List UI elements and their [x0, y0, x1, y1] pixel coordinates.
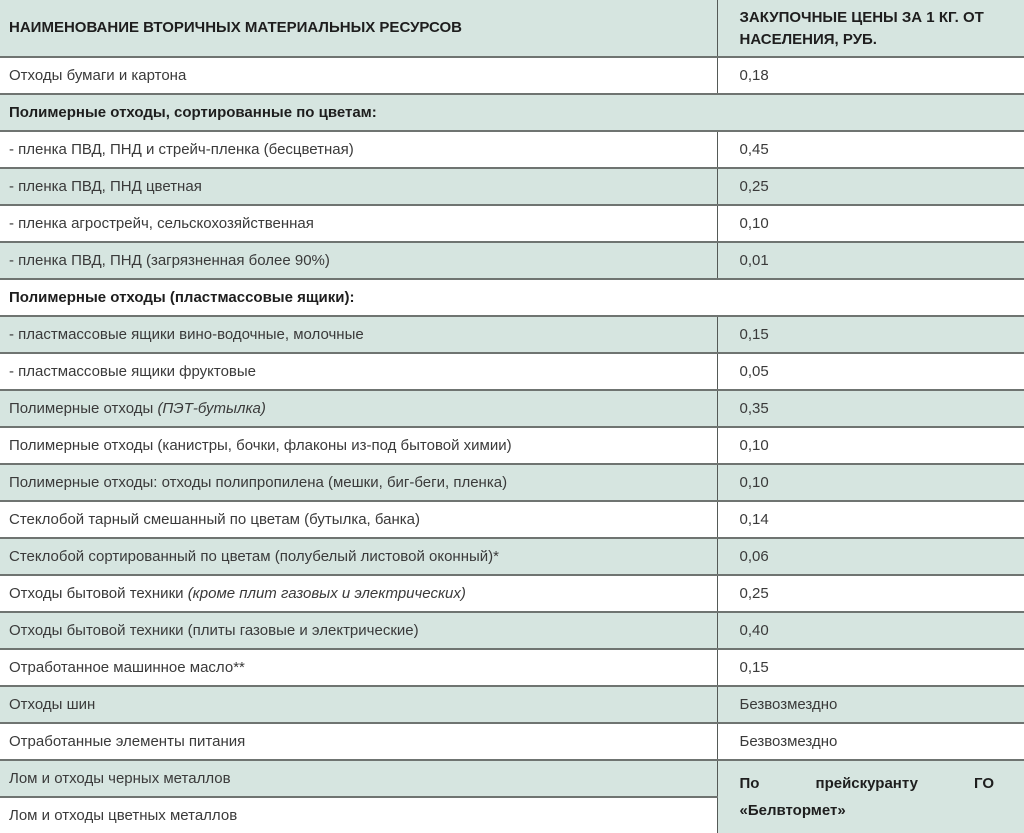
row-price: Безвозмездно: [717, 723, 1024, 760]
table-row: [0, 242, 1024, 279]
row-price: 0,45: [717, 131, 1024, 168]
row-name-text: Полимерные отходы: [9, 400, 158, 417]
row-price: 0,06: [717, 538, 1024, 575]
row-name: Полимерные отходы: отходы полипропилена (мешки, биг-беги, пленка): [0, 464, 717, 501]
table-row: [0, 649, 1024, 686]
row-name: - пленка агрострейч, сельскохозяйственная: [0, 205, 717, 242]
row-name: Отработанные элементы питания: [0, 723, 717, 760]
row-name: Стеклобой тарный смешанный по цветам (бутылка, банка): [0, 501, 717, 538]
row-name: [0, 390, 717, 427]
row-name: - пленка ПВД, ПНД и стрейч-пленка (бесцветная): [0, 131, 717, 168]
table-row: [0, 723, 1024, 760]
row-name: Отходы бытовой техники (плиты газовые и электрические): [0, 612, 717, 649]
table-row: [0, 168, 1024, 205]
row-name: Лом и отходы цветных металлов: [0, 797, 717, 833]
table-row: [0, 686, 1024, 723]
row-price: 0,10: [717, 205, 1024, 242]
row-price: 0,10: [717, 464, 1024, 501]
row-name: [0, 575, 717, 612]
row-name: - пластмассовые ящики фруктовые: [0, 353, 717, 390]
row-name: Отходы шин: [0, 686, 717, 723]
table-row: [0, 131, 1024, 168]
row-price: 0,14: [717, 501, 1024, 538]
row-price: 0,40: [717, 612, 1024, 649]
row-name: Лом и отходы черных металлов: [0, 760, 717, 797]
table-row: [0, 353, 1024, 390]
header-name: НАИМЕНОВАНИЕ ВТОРИЧНЫХ МАТЕРИАЛЬНЫХ РЕСУРСОВ: [0, 0, 717, 57]
table-row: [0, 464, 1024, 501]
row-price: 0,15: [717, 316, 1024, 353]
table-header-row: [0, 0, 1024, 57]
row-name: Стеклобой сортированный по цветам (полубелый листовой оконный)*: [0, 538, 717, 575]
row-price: 0,18: [717, 57, 1024, 94]
row-price: 0,05: [717, 353, 1024, 390]
row-price: 0,10: [717, 427, 1024, 464]
table-row: [0, 501, 1024, 538]
group-header-row: [0, 279, 1024, 316]
table-row: [0, 538, 1024, 575]
row-name: Полимерные отходы (канистры, бочки, флаконы из-под бытовой химии): [0, 427, 717, 464]
header-price: ЗАКУПОЧНЫЕ ЦЕНЫ ЗА 1 КГ. ОТ НАСЕЛЕНИЯ, РУБ.: [717, 0, 1024, 57]
row-name: Отработанное машинное масло**: [0, 649, 717, 686]
row-name-italic: (ПЭТ-бутылка): [157, 400, 266, 417]
group-title: Полимерные отходы (пластмассовые ящики):: [0, 279, 1024, 316]
row-price: 0,01: [717, 242, 1024, 279]
row-name-text: Отходы бытовой техники: [9, 585, 188, 602]
table-row: [0, 427, 1024, 464]
table-row: [0, 575, 1024, 612]
row-name: Отходы бумаги и картона: [0, 57, 717, 94]
table-row: [0, 760, 1024, 797]
row-name-italic: (кроме плит газовых и электрических): [187, 585, 466, 602]
table-row: [0, 57, 1024, 94]
merged-price-cell: По прейскуранту ГО «Белвтормет»: [717, 760, 1024, 833]
row-name: - пленка ПВД, ПНД (загрязненная более 90%): [0, 242, 717, 279]
row-price: 0,35: [717, 390, 1024, 427]
table-row: [0, 612, 1024, 649]
row-name: - пластмассовые ящики вино-водочные, молочные: [0, 316, 717, 353]
table-row: [0, 205, 1024, 242]
row-name: - пленка ПВД, ПНД цветная: [0, 168, 717, 205]
group-title: Полимерные отходы, сортированные по цветам:: [0, 94, 1024, 131]
row-price: 0,25: [717, 575, 1024, 612]
row-price: 0,25: [717, 168, 1024, 205]
row-price: Безвозмездно: [717, 686, 1024, 723]
row-price: 0,15: [717, 649, 1024, 686]
table-row: [0, 316, 1024, 353]
table-row: [0, 390, 1024, 427]
group-header-row: [0, 94, 1024, 131]
